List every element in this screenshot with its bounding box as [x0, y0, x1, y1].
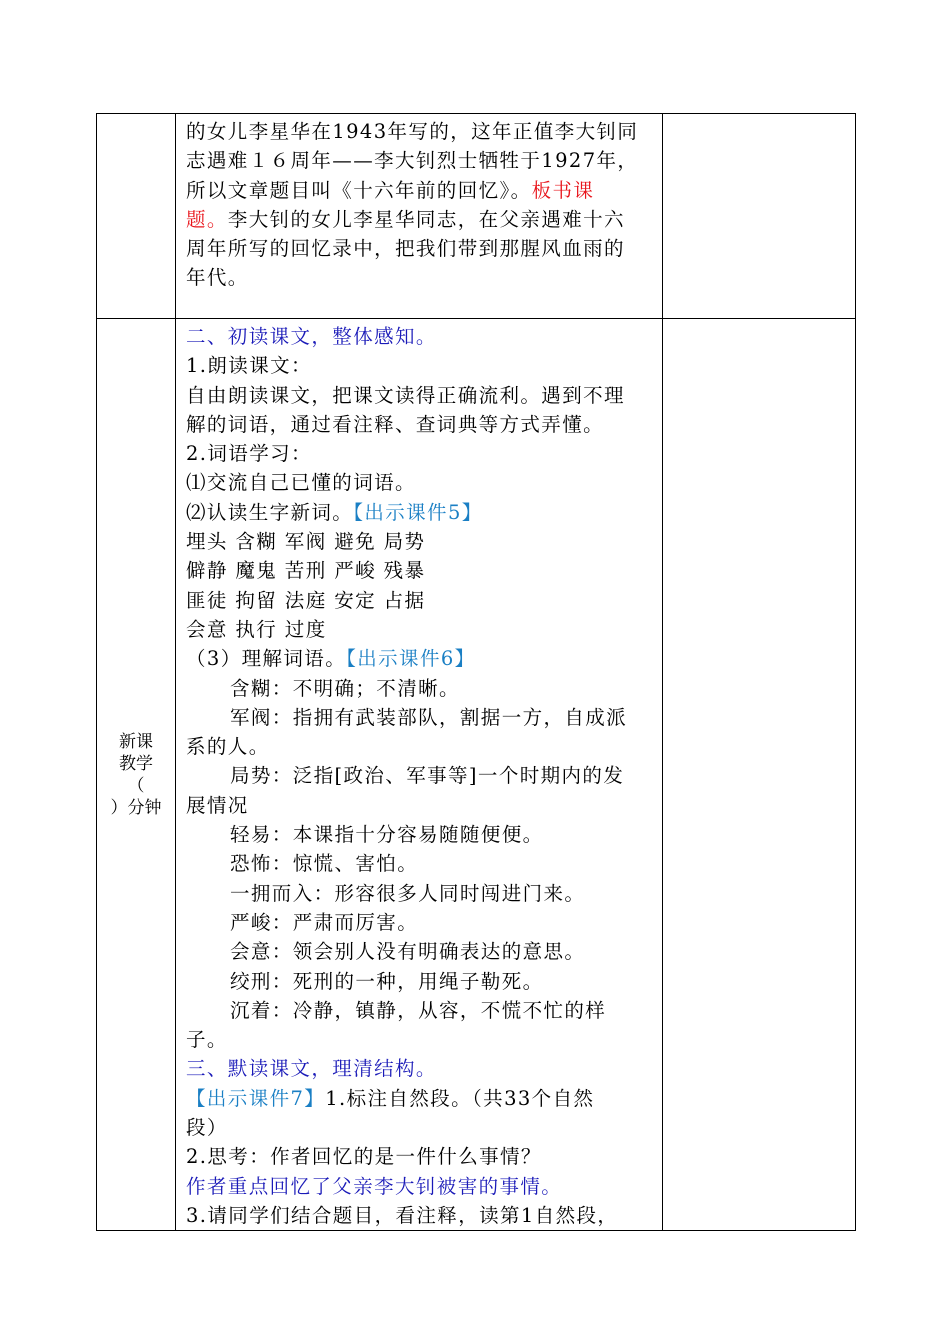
- word-row: 匪徒 拘留 法庭 安定 占据: [186, 588, 426, 612]
- definition-line: 展情况: [186, 793, 249, 817]
- definition-line: 子。: [186, 1028, 228, 1052]
- text-line: 所以文章题目叫《十六年前的回忆》。板书课: [186, 178, 595, 202]
- table-row: [97, 114, 856, 319]
- blackboard-title-note: 板书课: [531, 178, 595, 202]
- lesson-plan-table: [96, 113, 856, 1231]
- definition-line: 恐怖：惊慌、害怕。: [230, 852, 419, 876]
- content-cell: [176, 319, 663, 1231]
- notes-cell: [663, 114, 856, 319]
- text-line: 自由朗读课文，把课文读得正确流利。遇到不理: [186, 383, 625, 407]
- step-title: 2.词语学习：: [186, 442, 312, 466]
- courseware-tag: 【出示课件5】: [353, 500, 483, 524]
- answer-line: 作者重点回忆了父亲李大钊被害的事情。: [186, 1174, 563, 1198]
- text-line: 2.思考：作者回忆的是一件什么事情？: [186, 1145, 542, 1169]
- definition-line: 系的人。: [186, 735, 270, 759]
- text-line: 题。李大钊的女儿李星华同志，在父亲遇难十六: [186, 207, 625, 231]
- definition-line: 一拥而入：形容很多人同时闯进门来。: [230, 881, 586, 905]
- definition-line: 含糊：不明确；不清晰。: [230, 676, 460, 700]
- section-heading: 三、默读课文，理清结构。: [186, 1057, 437, 1081]
- text-line: 的女儿李星华在1943年写的，这年正值李大钊同: [186, 120, 639, 143]
- definition-line: 严峻：严肃而厉害。: [230, 910, 419, 934]
- text-line: 周年所写的回忆录中，把我们带到那腥风血雨的: [186, 237, 625, 261]
- text-line: 年代。: [186, 266, 249, 290]
- blackboard-title-note-cont: 题。: [186, 207, 228, 231]
- text-line: 解的词语，通过看注释、查词典等方式弄懂。: [186, 412, 605, 436]
- content-cell: [176, 114, 663, 319]
- definition-line: 沉着：冷静，镇静，从容，不慌不忙的样: [230, 998, 607, 1022]
- text-line: ⑴交流自己已懂的词语。: [186, 471, 416, 495]
- step-title: 1.朗读课文：: [186, 354, 312, 378]
- text-line: （3）理解词语。【出示课件6】: [186, 647, 476, 671]
- text-line: 志遇难１６周年——李大钊烈士牺牲于1927年，: [186, 149, 639, 173]
- definition-line: 会意：领会别人没有明确表达的意思。: [230, 940, 586, 964]
- definition-line: 军阀：指拥有武装部队，割据一方，自成派: [230, 705, 628, 729]
- definition-line: 局势：泛指[政治、军事等]一个时期内的发: [230, 764, 625, 788]
- text-line: ⑵认读生字新词。【出示课件5】: [186, 500, 483, 524]
- definition-line: 绞刑：死刑的一种，用绳子勒死。: [230, 969, 544, 993]
- text-line: 【出示课件7】1.标注自然段。（共33个自然: [186, 1086, 595, 1110]
- stage-cell-empty: [97, 114, 176, 319]
- text-line: 3.请同学们结合题目，看注释，读第1自然段，: [186, 1203, 619, 1227]
- stage-cell: 新课 教学 （ ）分钟: [97, 319, 176, 1231]
- word-row: 僻静 魔鬼 苦刑 严峻 残暴: [186, 559, 426, 583]
- section-heading: 二、初读课文，整体感知。: [186, 325, 437, 348]
- notes-cell: [663, 319, 856, 1231]
- courseware-tag: 【出示课件6】: [346, 647, 476, 671]
- courseware-tag: 【出示课件7】: [186, 1086, 326, 1110]
- text-line: 段）: [186, 1116, 228, 1140]
- word-row: 会意 执行 过度: [186, 617, 327, 641]
- table-row: [97, 319, 856, 1231]
- word-row: 埋头 含糊 军阀 避免 局势: [186, 530, 426, 554]
- definition-line: 轻易：本课指十分容易随随便便。: [230, 823, 544, 847]
